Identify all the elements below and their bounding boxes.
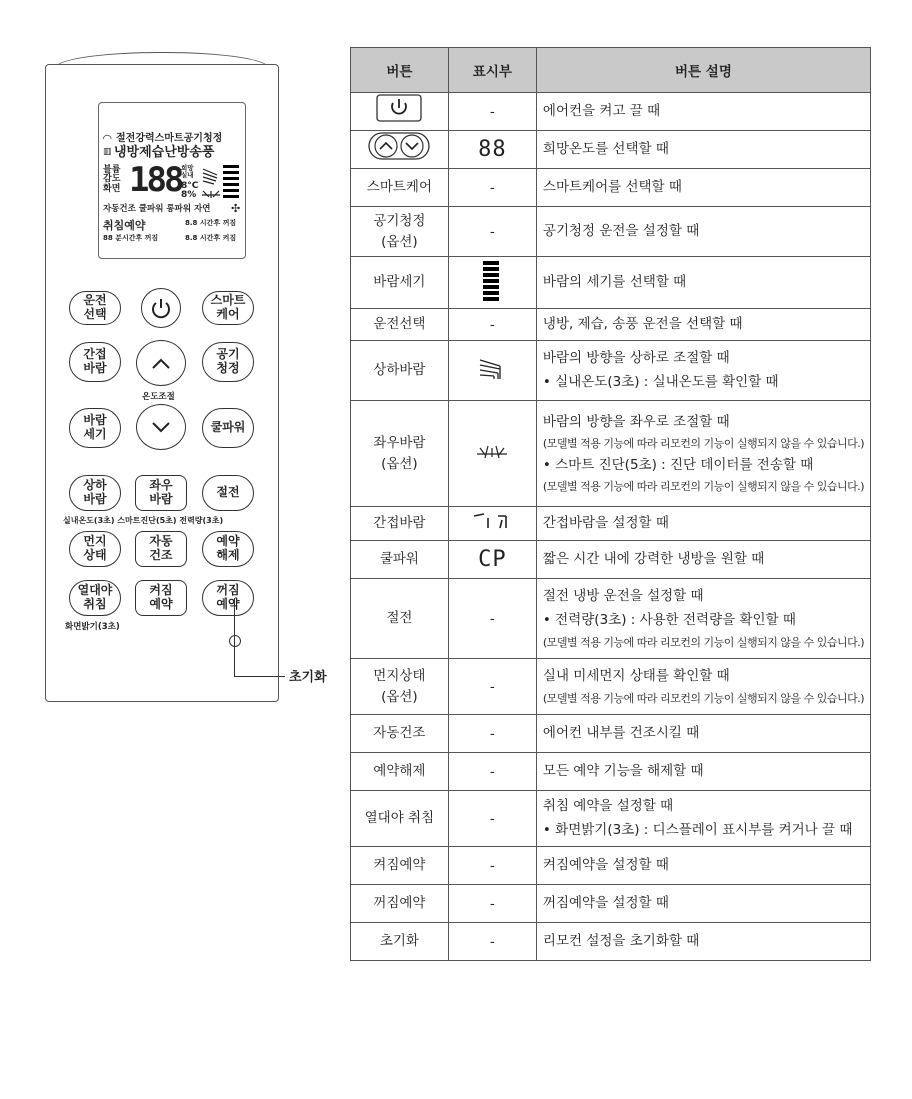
table-row [351, 579, 871, 659]
description-line: 바람의 방향을 좌우로 조절할 때 [542, 413, 730, 430]
air-purify-button[interactable]: 공기 청정 [202, 342, 254, 382]
description-line: 모든 예약 기능을 해제할 때 [542, 762, 704, 779]
cell-button: 초기화 [351, 923, 449, 961]
cell-button: 간접바람 [351, 507, 449, 541]
table-row [351, 341, 871, 401]
header-button: 버튼 [351, 48, 449, 93]
chevron-up-icon [151, 357, 171, 369]
description-line: 리모컨 설정을 초기화할 때 [542, 932, 700, 949]
table-row [351, 507, 871, 541]
lcd-mode-line1: 절전강력스마트공기청정 [116, 133, 223, 144]
reset-callout-line [234, 598, 285, 677]
lcd-left-labels: 블륨 감도 화면 [103, 165, 121, 194]
lcd-digits: 188 [129, 160, 182, 200]
cell-display: - [448, 753, 536, 791]
on-reserve-button[interactable]: 켜짐 예약 [135, 580, 187, 616]
cell-button: 먼지상태 (옵션) [351, 659, 449, 715]
cell-description [536, 659, 870, 715]
swing-icon [201, 165, 221, 201]
leftright-wind-button[interactable]: 좌우 바람 [135, 475, 187, 511]
temp-down-button[interactable] [136, 404, 186, 450]
cell-button: 열대야 취침 [351, 791, 449, 847]
temp-control-label: 온도조절 [142, 392, 175, 402]
cell-description [536, 131, 870, 169]
description-line: (모델별 적용 기능에 따라 리모컨의 기능이 실행되지 않을 수 있습니다.) [542, 635, 864, 649]
description-line: • 전력량(3초) : 사용한 전력량을 확인할 때 [542, 611, 796, 628]
cell-description [536, 847, 870, 885]
cell-display: - [448, 715, 536, 753]
description-line: • 스마트 진단(5초) : 진단 데이터를 전송할 때 [542, 456, 814, 473]
table-row [351, 541, 871, 579]
cell-description [536, 541, 870, 579]
cell-description [536, 341, 870, 401]
description-line: 짧은 시간 내에 강력한 냉방을 원할 때 [542, 550, 765, 567]
cell-display: - [448, 885, 536, 923]
description-line: 에어컨을 켜고 끌 때 [542, 102, 661, 119]
auto-dry-button[interactable]: 자동 건조 [135, 531, 187, 567]
power-key-icon [376, 94, 422, 122]
table-row [351, 401, 871, 507]
cell-display [448, 401, 536, 507]
cell-display: CP [448, 541, 536, 579]
table-row [351, 885, 871, 923]
button-table [350, 47, 871, 961]
description-line: 바람의 방향을 상하로 조절할 때 [542, 349, 730, 366]
cell-description [536, 753, 870, 791]
cell-display: - [448, 791, 536, 847]
table-row [351, 257, 871, 309]
tropical-sleep-button[interactable]: 열대야 취침 [69, 580, 121, 616]
cell-description [536, 93, 870, 131]
reset-callout-label: 초기화 [289, 670, 327, 685]
cell-description [536, 579, 870, 659]
updown-swing-icon [478, 357, 506, 381]
run-select-button[interactable]: 운전 선택 [69, 291, 121, 325]
header-description: 버튼 설명 [536, 48, 870, 93]
cell-display: - [448, 169, 536, 207]
cell-display [448, 341, 536, 401]
table-row [351, 753, 871, 791]
cell-display: - [448, 207, 536, 257]
cell-button: 공기청정 (옵션) [351, 207, 449, 257]
long-press-labels: 실내온도(3초) 스마트진단(5초) 전력량(3초) [63, 516, 224, 525]
description-line: 냉방, 제습, 송풍 운전을 선택할 때 [542, 315, 743, 332]
cell-display: - [448, 659, 536, 715]
table-row [351, 93, 871, 131]
cell-button: 운전선택 [351, 309, 449, 341]
cell-display: - [448, 309, 536, 341]
cell-description [536, 715, 870, 753]
leftright-swing-icon [476, 442, 508, 462]
cell-description [536, 207, 870, 257]
power-icon [150, 297, 172, 319]
lcd-off-after: 8.8 시간후 꺼짐 [185, 219, 237, 227]
description-line: 간접바람을 설정할 때 [542, 514, 669, 531]
description-line: 공기청정 운전을 설정할 때 [542, 222, 700, 239]
cell-display: - [448, 923, 536, 961]
temp-up-button[interactable] [136, 340, 186, 386]
dust-status-button[interactable]: 먼지 상태 [69, 531, 121, 567]
header-display: 표시부 [448, 48, 536, 93]
cell-button: 켜짐예약 [351, 847, 449, 885]
cell-button: 스마트케어 [351, 169, 449, 207]
description-line: (모델별 적용 기능에 따라 리모컨의 기능이 실행되지 않을 수 있습니다.) [542, 691, 864, 705]
table-row [351, 715, 871, 753]
table-row [351, 169, 871, 207]
cell-description [536, 401, 870, 507]
cell-description [536, 885, 870, 923]
description-line: 희망온도를 선택할 때 [542, 140, 669, 157]
lcd-display [98, 102, 246, 259]
battery-icon: ▥ [103, 147, 112, 157]
indirect-wind-button[interactable]: 간접 바람 [69, 342, 121, 382]
lcd-min-off: 88 분시간후 꺼짐 [103, 234, 159, 242]
cell-button: 자동건조 [351, 715, 449, 753]
lcd-small-labels: 희망 실내 [181, 164, 194, 180]
cell-description [536, 791, 870, 847]
indirect-wind-icon [472, 512, 512, 532]
description-line: 바람의 세기를 선택할 때 [542, 273, 687, 290]
cell-description [536, 257, 870, 309]
cell-display: - [448, 847, 536, 885]
description-line: 꺼짐예약을 설정할 때 [542, 894, 669, 911]
table-row [351, 923, 871, 961]
cell-display: - [448, 579, 536, 659]
chevron-down-icon [151, 421, 171, 433]
power-button[interactable] [141, 288, 181, 328]
updown-wind-button[interactable]: 상하 바람 [69, 475, 121, 511]
cell-display: - [448, 93, 536, 131]
off-reserve-button[interactable]: 꺼짐 예약 [202, 580, 254, 616]
cell-button: 바람세기 [351, 257, 449, 309]
table-row [351, 207, 871, 257]
table-row [351, 309, 871, 341]
lcd-sleep-reserve: 취침예약 [103, 219, 146, 232]
lcd-unit: 8°C 8% [181, 181, 199, 200]
cool-power-button[interactable]: 쿨파워 [202, 408, 254, 448]
table-row [351, 659, 871, 715]
cell-button: 좌우바람 (옵션) [351, 401, 449, 507]
cell-display [448, 507, 536, 541]
cell-button: 예약해제 [351, 753, 449, 791]
description-line: 켜짐예약을 설정할 때 [542, 856, 669, 873]
table-row [351, 791, 871, 847]
wind-strength-button[interactable]: 바람 세기 [69, 408, 121, 448]
cell-display: 88 [448, 131, 536, 169]
table-row [351, 131, 871, 169]
description-line: 실내 미세먼지 상태를 확인할 때 [542, 668, 730, 685]
brightness-label: 화면밝기(3초) [65, 622, 120, 632]
description-line: 에어컨 내부를 건조시킬 때 [542, 724, 700, 741]
fan-icon: ✣ [231, 202, 241, 215]
cell-display [448, 257, 536, 309]
cell-button: 쿨파워 [351, 541, 449, 579]
table-row [351, 847, 871, 885]
lcd-mode-line4: 자동건조 쿨파워 롱파워 자연 [103, 204, 211, 214]
cell-button [351, 131, 449, 169]
cell-button: 꺼짐예약 [351, 885, 449, 923]
description-line: 스마트케어를 선택할 때 [542, 178, 682, 195]
energy-save-button[interactable]: 절전 [202, 475, 254, 511]
smart-care-button[interactable]: 스마트 케어 [202, 291, 254, 325]
cell-button: 상하바람 [351, 341, 449, 401]
description-line: 절전 냉방 운전을 설정할 때 [542, 588, 704, 605]
cancel-reserve-button[interactable]: 예약 해제 [202, 531, 254, 567]
description-line: • 실내온도(3초) : 실내온도를 확인할 때 [542, 373, 779, 390]
cell-description [536, 309, 870, 341]
cell-description [536, 169, 870, 207]
description-line: • 화면밝기(3초) : 디스플레이 표시부를 켜거나 끌 때 [542, 821, 853, 838]
lcd-mode-line2: 냉방제습난방송풍 [114, 145, 215, 160]
cell-button: 절전 [351, 579, 449, 659]
table-header-row [351, 48, 871, 93]
cell-button [351, 93, 449, 131]
cell-description [536, 923, 870, 961]
temp-keys-icon [368, 132, 430, 160]
description-line: (모델별 적용 기능에 따라 리모컨의 기능이 실행되지 않을 수 있습니다.) [542, 437, 864, 451]
wifi-icon: ◠ [103, 132, 112, 145]
cell-description [536, 507, 870, 541]
lcd-on-after: 8.8 시간후 켜짐 [185, 234, 237, 242]
description-line: (모델별 적용 기능에 따라 리모컨의 기능이 실행되지 않을 수 있습니다.) [542, 480, 864, 494]
wind-level-display-icon [483, 261, 501, 301]
description-line: 취침 예약을 설정할 때 [542, 797, 674, 814]
